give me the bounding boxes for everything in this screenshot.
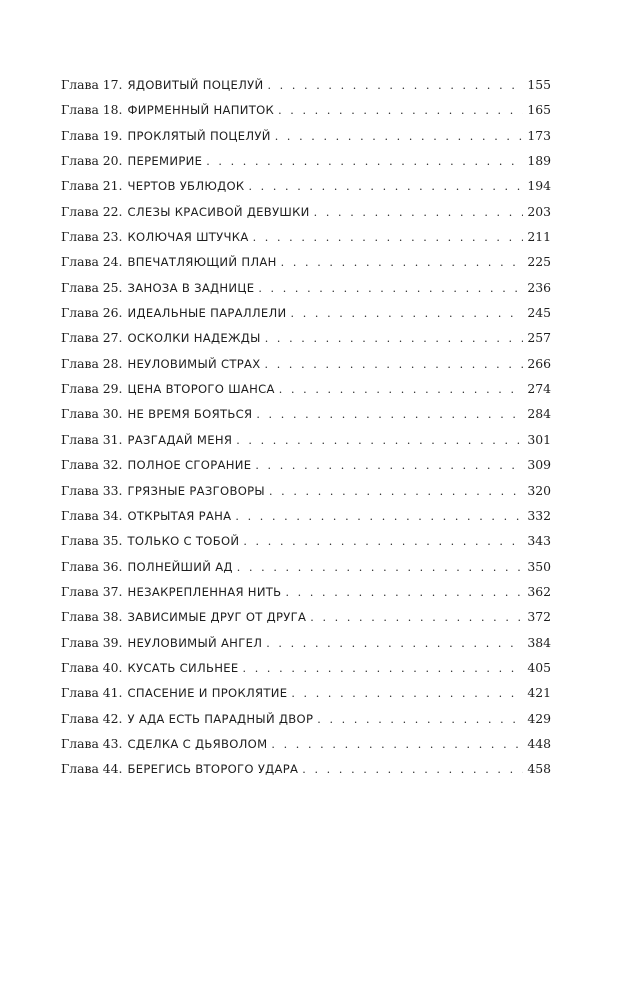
- toc-entry: [61, 199, 551, 224]
- dot-leader: [256, 402, 523, 427]
- dot-leader: [279, 377, 524, 402]
- page-number: 211: [527, 229, 551, 245]
- toc-entry: [61, 325, 551, 350]
- dot-leader: [258, 276, 523, 301]
- toc-entry: [61, 756, 551, 781]
- chapter-number: Глава 18.: [61, 102, 123, 118]
- toc-entry: [61, 224, 551, 249]
- toc-entry: [61, 706, 551, 731]
- chapter-title: ОСКОЛКИ НАДЕЖДЫ: [127, 331, 261, 346]
- chapter-number: Глава 36.: [61, 558, 123, 574]
- page-number: 301: [527, 431, 551, 447]
- toc-entry: [61, 503, 551, 528]
- chapter-number: Глава 30.: [61, 406, 123, 422]
- chapter-title: СПАСЕНИЕ И ПРОКЛЯТИЕ: [127, 686, 288, 701]
- dot-leader: [291, 301, 524, 326]
- chapter-title: ЗАНОЗА В ЗАДНИЦЕ: [127, 280, 255, 295]
- dot-leader: [278, 98, 523, 123]
- chapter-title: ВПЕЧАТЛЯЮЩИЙ ПЛАН: [127, 255, 277, 270]
- chapter-number: Глава 38.: [61, 609, 123, 625]
- chapter-title: КОЛЮЧАЯ ШТУЧКА: [127, 230, 249, 245]
- chapter-number: Глава 26.: [61, 305, 123, 321]
- page-number: 384: [527, 634, 551, 650]
- toc-entry: [61, 554, 551, 579]
- chapter-number: Глава 39.: [61, 634, 123, 650]
- chapter-title: ПЕРЕМИРИЕ: [127, 154, 203, 169]
- toc-entry: [61, 351, 551, 376]
- chapter-number: Глава 32.: [61, 457, 123, 473]
- toc-entry: [61, 630, 551, 655]
- toc-entry: [61, 680, 551, 705]
- chapter-title: НЕУЛОВИМЫЙ АНГЕЛ: [127, 635, 263, 650]
- chapter-title: ЧЕРТОВ УБЛЮДОК: [127, 179, 245, 194]
- chapter-title: НЕЗАКРЕПЛЕННАЯ НИТЬ: [127, 584, 282, 599]
- dot-leader: [237, 555, 524, 580]
- dot-leader: [291, 681, 523, 706]
- chapter-number: Глава 35.: [61, 533, 123, 549]
- chapter-title: ГРЯЗНЫЕ РАЗГОВОРЫ: [127, 483, 265, 498]
- dot-leader: [267, 73, 523, 98]
- chapter-title: ФИРМЕННЫЙ НАПИТОК: [127, 103, 275, 118]
- toc-entry: [61, 148, 551, 173]
- dot-leader: [314, 200, 524, 225]
- dot-leader: [255, 453, 523, 478]
- toc-entry: [61, 579, 551, 604]
- page-number: 194: [527, 178, 551, 194]
- dot-leader: [243, 529, 523, 554]
- toc-entry: [61, 655, 551, 680]
- chapter-number: Глава 42.: [61, 710, 123, 726]
- chapter-number: Глава 17.: [61, 77, 123, 92]
- dot-leader: [285, 580, 523, 605]
- dot-leader: [302, 757, 523, 782]
- page-number: 458: [527, 761, 551, 777]
- chapter-number: Глава 28.: [61, 355, 123, 371]
- chapter-title: ПРОКЛЯТЫЙ ПОЦЕЛУЙ: [127, 128, 271, 143]
- toc-entry: [61, 427, 551, 452]
- chapter-title: У АДА ЕСТЬ ПАРАДНЫЙ ДВОР: [127, 711, 314, 726]
- chapter-number: Глава 21.: [61, 178, 123, 194]
- chapter-title: ТОЛЬКО С ТОБОЙ: [127, 534, 240, 549]
- chapter-title: ЦЕНА ВТОРОГО ШАНСА: [127, 382, 275, 397]
- page-number: 448: [527, 735, 551, 751]
- page-number: 274: [527, 381, 551, 397]
- dot-leader: [269, 479, 523, 504]
- page-number: 155: [527, 77, 551, 92]
- chapter-number: Глава 31.: [61, 431, 123, 447]
- toc-entry: [61, 173, 551, 198]
- chapter-title: ПОЛНЕЙШИЙ АД: [127, 559, 233, 574]
- toc-entry: [61, 249, 551, 274]
- chapter-title: БЕРЕГИСЬ ВТОРОГО УДАРА: [127, 762, 299, 777]
- dot-leader: [275, 124, 524, 149]
- dot-leader: [265, 352, 524, 377]
- chapter-title: СЛЕЗЫ КРАСИВОЙ ДЕВУШКИ: [127, 204, 310, 219]
- page-number: 284: [527, 406, 551, 422]
- page-number: 225: [527, 254, 551, 270]
- toc-entry: [61, 275, 551, 300]
- chapter-title: РАЗГАДАЙ МЕНЯ: [127, 432, 233, 447]
- page-number: 332: [527, 507, 551, 523]
- chapter-title: НЕУЛОВИМЫЙ СТРАХ: [127, 356, 261, 371]
- toc-entry: [61, 604, 551, 629]
- chapter-number: Глава 29.: [61, 381, 123, 397]
- chapter-title: ИДЕАЛЬНЫЕ ПАРАЛЛЕЛИ: [127, 306, 287, 321]
- dot-leader: [310, 605, 523, 630]
- dot-leader: [206, 149, 523, 174]
- page-number: 266: [527, 355, 551, 371]
- chapter-number: Глава 20.: [61, 153, 123, 169]
- dot-leader: [266, 631, 523, 656]
- chapter-number: Глава 22.: [61, 203, 123, 219]
- page-number: 429: [527, 710, 551, 726]
- page-number: 362: [527, 583, 551, 599]
- page-number: 245: [527, 305, 551, 321]
- page-number: 405: [527, 659, 551, 675]
- chapter-number: Глава 19.: [61, 127, 123, 143]
- page-number: 236: [527, 279, 551, 295]
- toc-entry: [61, 731, 551, 756]
- chapter-number: Глава 33.: [61, 482, 123, 498]
- toc-entry: [61, 528, 551, 553]
- chapter-number: Глава 37.: [61, 583, 123, 599]
- toc-entry: [61, 123, 551, 148]
- page-number: 173: [527, 127, 551, 143]
- dot-leader: [281, 250, 524, 275]
- chapter-number: Глава 24.: [61, 254, 123, 270]
- toc-entry: [61, 478, 551, 503]
- page-number: 203: [527, 203, 551, 219]
- page-number: 343: [527, 533, 551, 549]
- dot-leader: [253, 225, 524, 250]
- dot-leader: [236, 428, 523, 453]
- chapter-title: НЕ ВРЕМЯ БОЯТЬСЯ: [127, 407, 253, 422]
- chapter-number: Глава 34.: [61, 507, 123, 523]
- page-number: 257: [527, 330, 551, 346]
- chapter-title: ОТКРЫТАЯ РАНА: [127, 508, 232, 523]
- dot-leader: [265, 326, 524, 351]
- dot-leader: [271, 732, 523, 757]
- page-number: 320: [527, 482, 551, 498]
- dot-leader: [248, 174, 523, 199]
- page-number: 165: [527, 102, 551, 118]
- toc-entry: [61, 401, 551, 426]
- dot-leader: [235, 504, 523, 529]
- toc-entry: [61, 97, 551, 122]
- dot-leader: [317, 707, 523, 732]
- toc-entry: [61, 72, 551, 97]
- chapter-number: Глава 23.: [61, 229, 123, 245]
- chapter-number: Глава 25.: [61, 279, 123, 295]
- chapter-title: ЗАВИСИМЫЕ ДРУГ ОТ ДРУГА: [127, 610, 307, 625]
- chapter-number: Глава 27.: [61, 330, 123, 346]
- dot-leader: [243, 656, 524, 681]
- chapter-number: Глава 44.: [61, 761, 123, 777]
- page-number: 189: [527, 153, 551, 169]
- page-number: 350: [527, 558, 551, 574]
- chapter-number: Глава 41.: [61, 685, 123, 701]
- page-number: 421: [527, 685, 551, 701]
- chapter-title: СДЕЛКА С ДЬЯВОЛОМ: [127, 736, 268, 751]
- page-number: 372: [527, 609, 551, 625]
- chapter-number: Глава 43.: [61, 735, 123, 751]
- table-of-contents: [61, 72, 551, 782]
- page-number: 309: [527, 457, 551, 473]
- chapter-title: ЯДОВИТЫЙ ПОЦЕЛУЙ: [127, 78, 264, 92]
- chapter-number: Глава 40.: [61, 659, 123, 675]
- chapter-title: ПОЛНОЕ СГОРАНИЕ: [127, 458, 252, 473]
- toc-entry: [61, 300, 551, 325]
- chapter-title: КУСАТЬ СИЛЬНЕЕ: [127, 660, 239, 675]
- toc-entry: [61, 376, 551, 401]
- toc-entry: [61, 452, 551, 477]
